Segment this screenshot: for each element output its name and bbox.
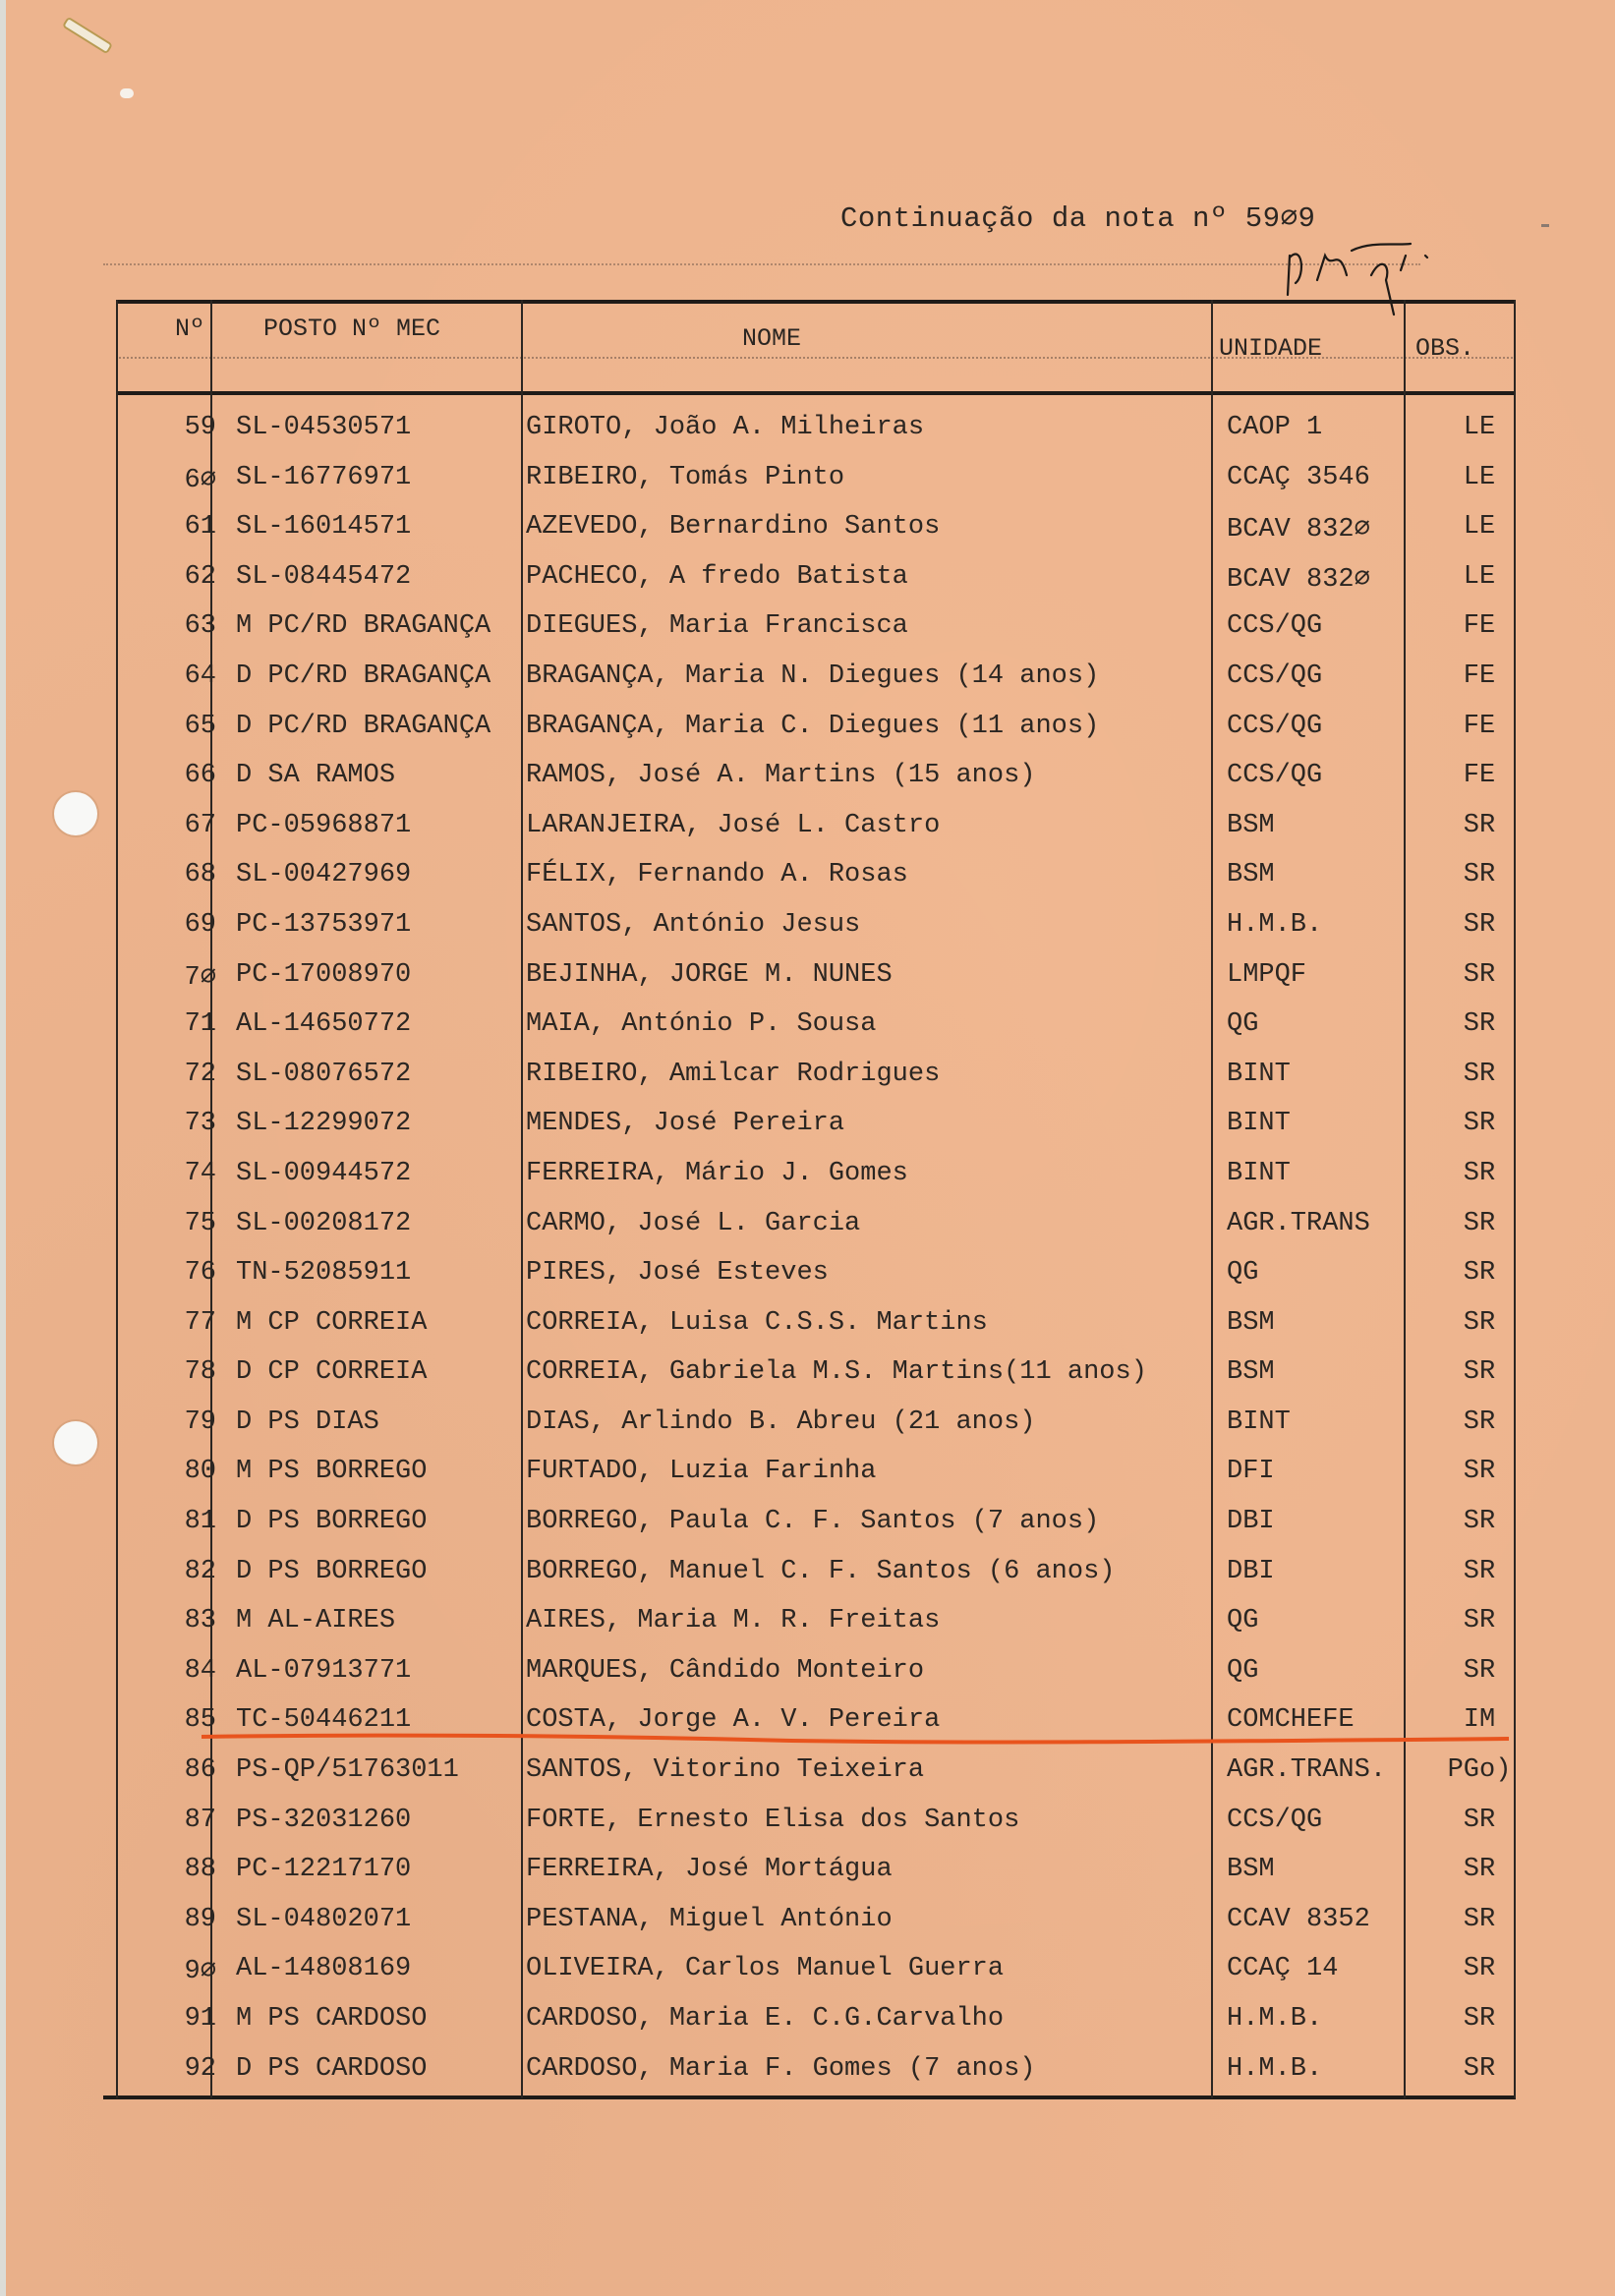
row-number: 74	[184, 1158, 216, 1188]
row-obs: SR	[1463, 2004, 1496, 2034]
row-nome: CARDOSO, Maria F. Gomes (7 anos)	[526, 2053, 1036, 2084]
table-row	[108, 1407, 1516, 1458]
row-nome: SANTOS, António Jesus	[526, 909, 861, 940]
row-obs: SR	[1463, 909, 1496, 940]
row-number: 85	[184, 1705, 216, 1736]
row-posto: M AL-AIRES	[236, 1606, 396, 1636]
row-nome: CORREIA, Gabriela M.S. Martins(11 anos)	[526, 1357, 1147, 1388]
row-unidade: AGR.TRANS.	[1227, 1755, 1387, 1786]
row-number: 61	[184, 512, 216, 543]
row-nome: PIRES, José Esteves	[526, 1258, 829, 1289]
row-obs: SR	[1463, 1357, 1496, 1388]
row-unidade: BSM	[1227, 860, 1275, 890]
row-unidade: QG	[1227, 1009, 1259, 1040]
row-number: 79	[184, 1406, 216, 1437]
row-nome: RIBEIRO, Amilcar Rodrigues	[526, 1059, 941, 1089]
row-unidade: BCAV 832∅	[1227, 564, 1370, 595]
row-number: 64	[184, 660, 216, 691]
row-unidade: QG	[1227, 1258, 1259, 1289]
row-obs: SR	[1463, 1406, 1496, 1437]
row-obs: SR	[1463, 2053, 1496, 2084]
row-unidade: LMPQF	[1227, 959, 1307, 990]
row-obs: SR	[1463, 1457, 1496, 1487]
table-row	[108, 2004, 1516, 2054]
table-row	[108, 1457, 1516, 1507]
row-nome: PACHECO, A fredo Batista	[526, 561, 908, 592]
row-posto: SL-16776971	[236, 462, 412, 492]
row-obs: SR	[1463, 810, 1496, 840]
row-number: 82	[184, 1556, 216, 1586]
row-posto: M CP CORREIA	[236, 1307, 428, 1338]
scan-edge	[0, 0, 6, 2296]
table-row	[108, 463, 1516, 513]
row-unidade: CCS/QG	[1227, 761, 1323, 791]
row-obs: SR	[1463, 1208, 1496, 1238]
row-posto: M PC/RD BRAGANÇA	[236, 611, 491, 642]
punch-hole-bottom	[54, 1421, 97, 1464]
row-unidade: BSM	[1227, 1357, 1275, 1388]
row-unidade: H.M.B.	[1227, 909, 1323, 940]
table-top-rule	[116, 300, 1516, 304]
row-unidade: BSM	[1227, 1855, 1275, 1885]
row-posto: D SA RAMOS	[236, 761, 396, 791]
table-row	[108, 1209, 1516, 1259]
header-nome: NOME	[742, 324, 802, 353]
row-number: 73	[184, 1109, 216, 1139]
row-nome: LARANJEIRA, José L. Castro	[526, 810, 941, 840]
row-number: 92	[184, 2053, 216, 2084]
row-number: 7∅	[184, 962, 216, 993]
table-row	[108, 413, 1516, 463]
row-nome: OLIVEIRA, Carlos Manuel Guerra	[526, 1954, 1005, 1984]
row-obs: SR	[1463, 1507, 1496, 1537]
row-obs: SR	[1463, 1954, 1496, 1984]
row-nome: BORREGO, Manuel C. F. Santos (6 anos)	[526, 1556, 1116, 1586]
row-unidade: CCAÇ 3546	[1227, 462, 1370, 492]
row-nome: CORREIA, Luisa C.S.S. Martins	[526, 1307, 988, 1338]
row-unidade: H.M.B.	[1227, 2053, 1323, 2084]
row-unidade: CAOP 1	[1227, 413, 1323, 442]
row-number: 9∅	[184, 1957, 216, 1987]
row-posto: M PS CARDOSO	[236, 2004, 428, 2034]
row-obs: SR	[1463, 1307, 1496, 1338]
row-unidade: CCS/QG	[1227, 611, 1323, 642]
row-unidade: COMCHEFE	[1227, 1705, 1355, 1736]
row-posto: AL-07913771	[236, 1655, 412, 1686]
row-obs: FE	[1463, 711, 1496, 741]
table-row	[108, 1109, 1516, 1159]
row-posto: D PS CARDOSO	[236, 2053, 428, 2084]
row-nome: CARDOSO, Maria E. C.G.Carvalho	[526, 2004, 1005, 2034]
row-posto: PC-12217170	[236, 1855, 412, 1885]
row-posto: PC-13753971	[236, 909, 412, 940]
table-row	[108, 1159, 1516, 1209]
table-row	[108, 1954, 1516, 2004]
row-posto: D PS DIAS	[236, 1406, 379, 1437]
row-nome: BRAGANÇA, Maria N. Diegues (14 anos)	[526, 660, 1100, 691]
row-posto: SL-00208172	[236, 1208, 412, 1238]
row-nome: COSTA, Jorge A. V. Pereira	[526, 1705, 941, 1736]
table-row	[108, 1705, 1516, 1755]
row-nome: RAMOS, José A. Martins (15 anos)	[526, 761, 1036, 791]
row-posto: SL-08445472	[236, 561, 412, 592]
row-nome: BORREGO, Paula C. F. Santos (7 anos)	[526, 1507, 1100, 1537]
table-body	[108, 413, 1516, 2103]
row-number: 67	[184, 810, 216, 840]
staple-mark	[62, 17, 113, 55]
row-number: 89	[184, 1904, 216, 1934]
faint-rule	[103, 263, 1420, 265]
table-row	[108, 1905, 1516, 1955]
row-obs: SR	[1463, 1059, 1496, 1089]
table-row	[108, 712, 1516, 762]
punch-hole-top	[54, 792, 97, 835]
row-obs: SR	[1463, 1606, 1496, 1636]
row-unidade: AGR.TRANS	[1227, 1208, 1370, 1238]
table-row	[108, 661, 1516, 712]
row-number: 76	[184, 1258, 216, 1289]
row-nome: FURTADO, Luzia Farinha	[526, 1457, 877, 1487]
row-number: 62	[184, 561, 216, 592]
row-obs: LE	[1463, 413, 1496, 442]
table-row	[108, 1606, 1516, 1656]
row-obs: PGo)	[1447, 1755, 1512, 1786]
table-row	[108, 562, 1516, 612]
row-posto: PS-32031260	[236, 1805, 412, 1835]
row-number: 91	[184, 2004, 216, 2034]
row-unidade: CCS/QG	[1227, 711, 1323, 741]
row-unidade: BINT	[1227, 1158, 1291, 1188]
row-obs: SR	[1463, 1109, 1496, 1139]
row-obs: FE	[1463, 660, 1496, 691]
table-row	[108, 960, 1516, 1010]
row-number: 78	[184, 1357, 216, 1388]
row-nome: MAIA, António P. Sousa	[526, 1009, 877, 1040]
row-number: 77	[184, 1307, 216, 1338]
row-obs: SR	[1463, 1904, 1496, 1934]
row-unidade: BCAV 832∅	[1227, 515, 1370, 545]
row-unidade: BINT	[1227, 1406, 1291, 1437]
table-row	[108, 512, 1516, 562]
table-row	[108, 611, 1516, 661]
table-row	[108, 1357, 1516, 1407]
table-row	[108, 1308, 1516, 1358]
row-unidade: CCAÇ 14	[1227, 1954, 1339, 1984]
header-obs: OBS.	[1415, 334, 1475, 363]
header-unidade: UNIDADE	[1219, 334, 1323, 363]
table-row	[108, 1656, 1516, 1706]
row-number: 80	[184, 1457, 216, 1487]
row-number: 66	[184, 761, 216, 791]
row-unidade: DBI	[1227, 1507, 1275, 1537]
row-obs: LE	[1463, 512, 1496, 543]
row-unidade: BINT	[1227, 1109, 1291, 1139]
row-number: 6∅	[184, 465, 216, 495]
row-obs: SR	[1463, 1805, 1496, 1835]
row-nome: RIBEIRO, Tomás Pinto	[526, 462, 845, 492]
table-row	[108, 1806, 1516, 1856]
row-nome: MARQUES, Cândido Monteiro	[526, 1655, 925, 1686]
row-number: 83	[184, 1606, 216, 1636]
row-nome: BEJINHA, JORGE M. NUNES	[526, 959, 893, 990]
table-row	[108, 1258, 1516, 1308]
row-nome: DIEGUES, Maria Francisca	[526, 611, 908, 642]
row-nome: FERREIRA, Mário J. Gomes	[526, 1158, 908, 1188]
row-posto: D PC/RD BRAGANÇA	[236, 660, 491, 691]
row-obs: FE	[1463, 761, 1496, 791]
row-nome: FERREIRA, José Mortágua	[526, 1855, 893, 1885]
row-number: 81	[184, 1507, 216, 1537]
table-row	[108, 1009, 1516, 1060]
row-unidade: H.M.B.	[1227, 2004, 1323, 2034]
row-posto: D PS BORREGO	[236, 1556, 428, 1586]
row-obs: SR	[1463, 959, 1496, 990]
row-unidade: CCAV 8352	[1227, 1904, 1370, 1934]
row-posto: AL-14808169	[236, 1954, 412, 1984]
row-obs: FE	[1463, 611, 1496, 642]
row-number: 84	[184, 1655, 216, 1686]
row-posto: SL-00427969	[236, 860, 412, 890]
row-unidade: QG	[1227, 1655, 1259, 1686]
row-posto: D PC/RD BRAGANÇA	[236, 711, 491, 741]
row-nome: FÉLIX, Fernando A. Rosas	[526, 860, 908, 890]
row-obs: SR	[1463, 1009, 1496, 1040]
row-unidade: CCS/QG	[1227, 660, 1323, 691]
row-nome: SANTOS, Vitorino Teixeira	[526, 1755, 925, 1786]
row-nome: CARMO, José L. Garcia	[526, 1208, 861, 1238]
table-row	[108, 811, 1516, 861]
margin-mark	[1541, 224, 1549, 227]
table-row	[108, 1507, 1516, 1557]
row-obs: SR	[1463, 1158, 1496, 1188]
table-row	[108, 761, 1516, 811]
row-posto: SL-12299072	[236, 1109, 412, 1139]
row-nome: DIAS, Arlindo B. Abreu (21 anos)	[526, 1406, 1036, 1437]
row-unidade: BSM	[1227, 1307, 1275, 1338]
row-posto: TC-50446211	[236, 1705, 412, 1736]
row-posto: SL-08076572	[236, 1059, 412, 1089]
row-obs: SR	[1463, 1855, 1496, 1885]
red-pen-underline	[202, 1732, 1509, 1746]
row-number: 72	[184, 1059, 216, 1089]
row-posto: PS-QP/51763011	[236, 1755, 459, 1786]
row-nome: AZEVEDO, Bernardino Santos	[526, 512, 941, 543]
row-obs: SR	[1463, 1655, 1496, 1686]
row-posto: SL-04802071	[236, 1904, 412, 1934]
row-obs: SR	[1463, 1556, 1496, 1586]
row-number: 75	[184, 1208, 216, 1238]
row-obs: SR	[1463, 860, 1496, 890]
row-posto: PC-17008970	[236, 959, 412, 990]
table-row	[108, 1755, 1516, 1806]
row-obs: LE	[1463, 561, 1496, 592]
row-number: 71	[184, 1009, 216, 1040]
row-number: 68	[184, 860, 216, 890]
table-row	[108, 860, 1516, 910]
row-number: 63	[184, 611, 216, 642]
row-nome: BRAGANÇA, Maria C. Diegues (11 anos)	[526, 711, 1100, 741]
row-posto: M PS BORREGO	[236, 1457, 428, 1487]
row-posto: AL-14650772	[236, 1009, 412, 1040]
table-row	[108, 1855, 1516, 1905]
row-posto: D PS BORREGO	[236, 1507, 428, 1537]
row-posto: D CP CORREIA	[236, 1357, 428, 1388]
row-nome: AIRES, Maria M. R. Freitas	[526, 1606, 941, 1636]
row-unidade: CCS/QG	[1227, 1805, 1323, 1835]
table-header-rule	[116, 391, 1516, 395]
row-number: 59	[184, 413, 216, 442]
row-unidade: BINT	[1227, 1059, 1291, 1089]
row-posto: TN-52085911	[236, 1258, 412, 1289]
row-unidade: DFI	[1227, 1457, 1275, 1487]
row-nome: FORTE, Ernesto Elisa dos Santos	[526, 1805, 1020, 1835]
row-obs: SR	[1463, 1258, 1496, 1289]
row-number: 88	[184, 1855, 216, 1885]
table-row	[108, 2054, 1516, 2104]
row-posto: SL-16014571	[236, 512, 412, 543]
row-obs: IM	[1463, 1705, 1496, 1736]
table-row	[108, 1557, 1516, 1607]
row-unidade: BSM	[1227, 810, 1275, 840]
document-title: Continuação da nota nº 59∅9	[840, 202, 1316, 235]
row-nome: PESTANA, Miguel António	[526, 1904, 893, 1934]
row-posto: SL-00944572	[236, 1158, 412, 1188]
row-posto: PC-05968871	[236, 810, 412, 840]
row-obs: LE	[1463, 462, 1496, 492]
header-num: Nº	[175, 315, 205, 343]
row-number: 86	[184, 1755, 216, 1786]
row-unidade: DBI	[1227, 1556, 1275, 1586]
row-unidade: QG	[1227, 1606, 1259, 1636]
staple-hole	[120, 88, 134, 98]
table-row	[108, 1060, 1516, 1110]
row-number: 87	[184, 1805, 216, 1835]
handwritten-signature-icon	[1278, 236, 1445, 324]
row-number: 65	[184, 711, 216, 741]
header-posto: POSTO Nº MEC	[263, 315, 441, 343]
row-number: 69	[184, 909, 216, 940]
row-posto: SL-04530571	[236, 413, 412, 442]
row-nome: MENDES, José Pereira	[526, 1109, 845, 1139]
row-nome: GIROTO, João A. Milheiras	[526, 413, 925, 442]
table-row	[108, 910, 1516, 960]
